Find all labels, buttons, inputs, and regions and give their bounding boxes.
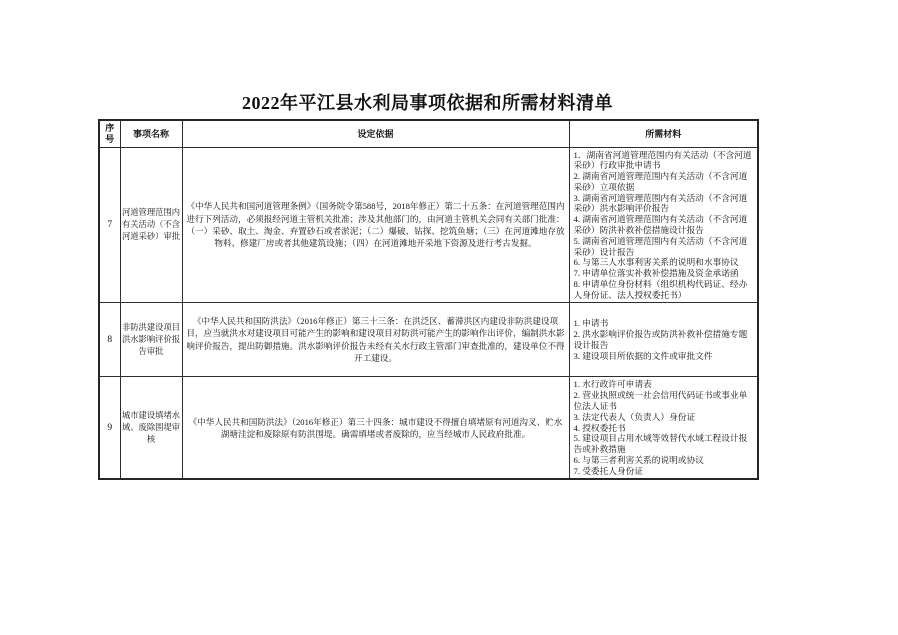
- required-materials-cell: 1. 申请书 2. 洪水影响评价报告或防洪补救补偿措施专题设计报告 3. 建设项目所依据的文件或审批文件: [569, 303, 758, 377]
- legal-basis-cell: 《中华人民共和国防洪法》（2016年修正）第三十三条：在洪泛区、蓄滞洪区内建设非防洪建设项目，应当就洪水对建设项目可能产生的影响和建设项目对防洪可能产生的影响作出评价，编制洪水影响评价报告，提出防御措施。洪水影响评价报告未经有关水行政主管部门审查批准的，建设单位不得开工建设。: [182, 303, 569, 377]
- table-row-item-7: [99, 147, 758, 303]
- matter-name-cell: 河道管理范围内有关活动（不含河道采砂）审批: [120, 147, 182, 303]
- row-index-cell: 8: [99, 303, 120, 377]
- table-row-item-9: [99, 377, 758, 480]
- header-cell-name: 事项名称: [120, 120, 182, 147]
- table-row-item-8: [99, 303, 758, 377]
- header-cell-index: 序号: [99, 120, 120, 147]
- required-materials-cell: 1. 水行政许可申请表 2. 营业执照或统一社会信用代码证书或事业单位法人证书 3. 法定代表人（负责人）身份证 4. 授权委托书 5. 建设项目占用水域等效替代水域工程设计报告或补救措施 6. 与第三者利害关系的说明或协议 7. 受委托人身份证: [569, 377, 758, 480]
- matter-name-cell: 城市建设填堵水域、废除围堤审核: [120, 377, 182, 480]
- required-materials-cell: 1．湖南省河道管理范围内有关活动（不含河道采砂）行政审批申请书 2. 湖南省河道管理范围内有关活动（不含河道采砂）立项依据 3. 湖南省河道管理范围内有关活动（不含河道采砂）洪水影响评价报告 4. 湖南省河道管理范围内有关活动（不含河道采砂）防洪补救补偿措施设计报告 5. 湖南省河道管理范围内有关活动（不含河道采砂）设计报告 6. 与第三人水事利害关系的说明和水事协议 7. 申请单位落实补救补偿措施及资金承诺函 8. 申请单位身份材料（组织机构代码证、经办人身份证、法人授权委托书）: [569, 147, 758, 303]
- header-cell-materials: 所需材料: [569, 120, 758, 147]
- legal-basis-cell: 《中华人民共和国防洪法》（2016年修正）第三十四条：城市建设不得擅自填堵原有河道沟叉、贮水湖塘洼淀和废除原有防洪围堤。确需填堵或者废除的，应当经城市人民政府批准。: [182, 377, 569, 480]
- row-index-cell: 7: [99, 147, 120, 303]
- row-index-cell: 9: [99, 377, 120, 480]
- header-cell-basis: 设定依据: [182, 120, 569, 147]
- table-header-row: [99, 120, 758, 147]
- page-title: 2022年平江县水利局事项依据和所需材料清单: [242, 93, 613, 113]
- matters-table: [98, 119, 759, 480]
- legal-basis-cell: 《中华人民共和国河道管理条例》（国务院令第588号，2018年修正）第二十五条：在河道管理范围内进行下列活动，必须报经河道主管机关批准；涉及其他部门的，由河道主管机关会同有关部门批准：（一）采砂、取土、淘金、弃置砂石或者淤泥；（二）爆破、钻探、挖筑鱼塘；（三）在河道滩地存放物料、修建厂房或者其他建筑设施；（四）在河道滩地开采地下资源及进行考古发掘。: [182, 147, 569, 303]
- matter-name-cell: 非防洪建设项目洪水影响评价报告审批: [120, 303, 182, 377]
